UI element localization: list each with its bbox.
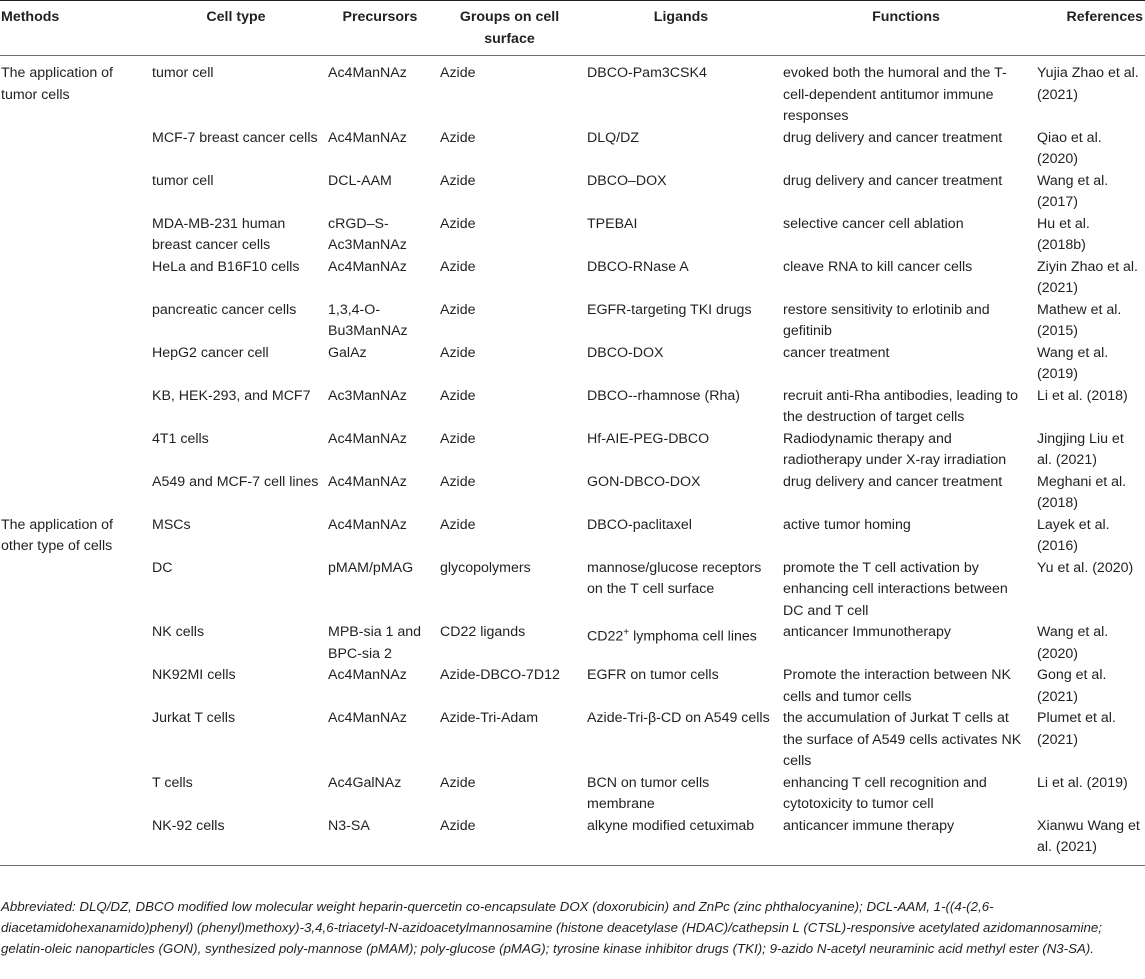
method-cell	[0, 472, 148, 515]
method-cell: The application of tumor cells	[1, 65, 113, 103]
function-cell: anticancer Immunotherapy	[783, 624, 951, 640]
ligand-cell: EGFR on tumor cells	[587, 667, 719, 683]
table-row	[0, 515, 1145, 558]
reference-cell: Li et al. (2019)	[1037, 774, 1128, 791]
ligand-cell	[583, 622, 779, 665]
ligand-cell: mannose/glucose receptors on the T cell surface	[587, 559, 762, 597]
method-cell	[0, 558, 148, 623]
precursor-cell: Ac4ManNAz	[328, 430, 407, 447]
group-cell: Azide	[440, 65, 476, 81]
group-cell: Azide	[440, 258, 476, 275]
precursor-cell: cRGD–S-Ac3ManNAz	[328, 215, 407, 253]
function-cell: drug delivery and cancer treatment	[783, 172, 1003, 189]
group-cell: Azide-Tri-Adam	[440, 710, 539, 726]
reference-cell: Wang et al. (2019)	[1037, 344, 1109, 382]
precursor-cell: Ac4ManNAz	[328, 667, 407, 683]
precursor-cell: pMAM/pMAG	[328, 559, 414, 576]
group-cell: Azide	[440, 344, 476, 361]
reference-cell: Xianwu Wang et al. (2021)	[1033, 816, 1145, 866]
group-cell: Azide	[436, 816, 583, 866]
table-row	[0, 665, 1145, 708]
header-methods: Methods	[0, 1, 148, 56]
reference-cell: Meghani et al. (2018)	[1037, 473, 1127, 511]
table-row	[0, 171, 1145, 214]
method-cell	[0, 300, 148, 343]
precursor-cell: Ac4ManNAz	[328, 710, 407, 726]
precursor-cell: Ac4ManNAz	[328, 65, 407, 81]
ligand-superscript: +	[623, 627, 630, 638]
ligand-cell: GON-DBCO-DOX	[587, 473, 701, 490]
table-row	[0, 214, 1145, 257]
header-precursors: Precursors	[324, 1, 436, 56]
precursor-cell: Ac4GalNAz	[328, 774, 402, 791]
function-cell: cleave RNA to kill cancer cells	[783, 258, 973, 275]
method-cell	[0, 386, 148, 429]
reference-cell: Li et al. (2018)	[1037, 387, 1128, 404]
method-cell	[0, 816, 148, 866]
function-cell: anticancer immune therapy	[779, 816, 1033, 866]
precursor-cell: Ac4ManNAz	[328, 516, 407, 533]
header-ligands: Ligands	[583, 1, 779, 56]
header-cell-type: Cell type	[148, 1, 324, 56]
cell-type-cell: MCF-7 breast cancer cells	[152, 129, 318, 146]
table-row	[0, 816, 1145, 866]
reference-cell: Jingjing Liu et al. (2021)	[1037, 430, 1124, 468]
header-groups: Groups on cell surface	[436, 1, 583, 56]
precursor-cell: Ac4ManNAz	[328, 473, 407, 490]
ligand-cell: Hf-AIE-PEG-DBCO	[587, 430, 710, 447]
ligand-cell: DBCO-Pam3CSK4	[587, 65, 707, 81]
group-cell: Azide	[440, 215, 476, 232]
table-row	[0, 300, 1145, 343]
method-cell	[0, 257, 148, 300]
precursor-cell: Ac3ManNAz	[328, 387, 407, 404]
table-row	[0, 558, 1145, 623]
cell-type-cell: MSCs	[152, 516, 191, 533]
function-cell: Radiodynamic therapy and radiotherapy under X-ray irradiation	[783, 430, 1007, 468]
function-cell: drug delivery and cancer treatment	[783, 473, 1003, 490]
reference-cell: Ziyin Zhao et al. (2021)	[1037, 258, 1138, 296]
function-cell: drug delivery and cancer treatment	[783, 129, 1003, 146]
cell-type-cell: HeLa and B16F10 cells	[152, 258, 300, 275]
precursor-cell: Ac4ManNAz	[328, 258, 407, 275]
ligand-cell: DBCO-paclitaxel	[587, 516, 692, 533]
precursor-cell: N3-SA	[324, 816, 436, 866]
function-cell: the accumulation of Jurkat T cells at the surface of A549 cells activates NK cells	[783, 710, 1022, 769]
reference-cell: Yu et al. (2020)	[1037, 559, 1134, 576]
ligand-cell: BCN on tumor cells membrane	[587, 774, 710, 812]
function-cell: Promote the interaction between NK cells and tumor cells	[783, 667, 1011, 705]
function-cell: cancer treatment	[783, 344, 890, 361]
table-body	[0, 56, 1145, 866]
reference-cell: Yujia Zhao et al. (2021)	[1037, 65, 1139, 103]
ligand-prefix: CD22	[587, 628, 624, 645]
function-cell: promote the T cell activation by enhancing cell interactions between DC and T cell	[783, 559, 1008, 619]
ligand-cell: Azide-Tri-β-CD on A549 cells	[587, 710, 770, 726]
ligand-cell: DBCO-RNase A	[587, 258, 689, 275]
table-row	[0, 386, 1145, 429]
method-cell	[0, 773, 148, 816]
reference-cell: Hu et al. (2018b)	[1037, 215, 1090, 253]
method-cell	[0, 708, 148, 773]
function-cell: enhancing T cell recognition and cytotoxicity to tumor cell	[783, 774, 987, 812]
function-cell: active tumor homing	[783, 516, 911, 533]
table-row	[0, 472, 1145, 515]
method-cell	[0, 171, 148, 214]
ligand-cell: DBCO–DOX	[587, 172, 667, 189]
group-cell: Azide	[440, 129, 476, 146]
precursor-cell: Ac4ManNAz	[328, 129, 407, 146]
group-cell: Azide	[440, 387, 476, 404]
header-references: References	[1033, 1, 1145, 56]
reference-cell: Wang et al. (2020)	[1037, 624, 1109, 662]
table-row	[0, 257, 1145, 300]
ligand-cell: DBCO--rhamnose (Rha)	[587, 387, 740, 404]
precursor-cell: GalAz	[328, 344, 367, 361]
header-functions: Functions	[779, 1, 1033, 56]
cell-type-cell: HepG2 cancer cell	[152, 344, 269, 361]
cell-type-cell: 4T1 cells	[152, 430, 209, 447]
table-row	[0, 622, 1145, 665]
ligand-cell: alkyne modified cetuximab	[583, 816, 779, 866]
method-cell	[0, 214, 148, 257]
cell-type-cell: NK-92 cells	[148, 816, 324, 866]
method-cell	[0, 665, 148, 708]
precursor-cell: 1,3,4-O-Bu3ManNAz	[328, 301, 408, 339]
footnote: Abbreviated: DLQ/DZ, DBCO modified low molecular weight heparin-quercetin co-encapsulate DOX (doxorubicin) and ZnPc (zinc phthalocyanine); DCL-AAM, 1-((4-(2,6-diacetamidohexanamido)phenyl) (phenyl)methoxy)-3,4,6-triacetyl-N-azidoacetylmannosamine (histone deacetylase (HDAC)/cathepsin L (CTSL)-responsive acetylated azidomannosamine; gelatin-oleic nanoparticles (GON), synthesized poly-mannose (pMAM); poly-glucose (pMAG); tyrosine kinase inhibitor drugs (TKI); 9-azido N-acetyl neuraminic acid methyl ester (N3-SA).	[1, 899, 1102, 956]
method-cell	[0, 429, 148, 472]
reference-cell: Layek et al. (2016)	[1037, 516, 1110, 554]
ligand-cell: DBCO-DOX	[587, 344, 664, 361]
group-cell: CD22 ligands	[440, 624, 526, 640]
function-cell: restore sensitivity to erlotinib and gefitinib	[783, 301, 990, 339]
precursor-cell: DCL-AAM	[328, 172, 392, 189]
reference-cell: Qiao et al. (2020)	[1037, 129, 1102, 167]
function-cell: evoked both the humoral and the T-cell-dependent antitumor immune responses	[783, 65, 1007, 124]
cell-type-cell: T cells	[152, 774, 193, 791]
group-cell: Azide	[440, 301, 476, 318]
group-cell: glycopolymers	[440, 559, 531, 576]
table-row	[0, 343, 1145, 386]
group-cell: Azide-DBCO-7D12	[440, 667, 560, 683]
cell-type-cell: NK92MI cells	[152, 667, 236, 683]
table-row	[0, 429, 1145, 472]
group-cell: Azide	[440, 473, 476, 490]
precursor-cell: MPB-sia 1 and BPC-sia 2	[328, 624, 422, 662]
table-row	[0, 128, 1145, 171]
ligand-suffix: lymphoma cell lines	[629, 628, 757, 645]
group-cell: Azide	[440, 516, 476, 533]
ligand-cell: TPEBAI	[587, 215, 638, 232]
ligand-cell: EGFR-targeting TKI drugs	[587, 301, 752, 318]
group-cell: Azide	[440, 430, 476, 447]
table-row	[0, 56, 1145, 128]
cell-type-cell: tumor cell	[152, 65, 214, 81]
method-cell	[0, 128, 148, 171]
cell-type-cell: tumor cell	[152, 172, 214, 189]
cell-type-cell: Jurkat T cells	[152, 710, 236, 726]
group-cell: Azide	[440, 774, 476, 791]
reference-cell: Mathew et al. (2015)	[1037, 301, 1122, 339]
cell-type-cell: NK cells	[152, 624, 205, 640]
table-row	[0, 708, 1145, 773]
cell-type-cell: DC	[152, 559, 173, 576]
method-cell: The application of other type of cells	[1, 516, 113, 554]
reference-cell: Wang et al. (2017)	[1037, 172, 1109, 210]
function-cell: recruit anti-Rha antibodies, leading to the destruction of target cells	[783, 387, 1019, 425]
reference-cell: Gong et al. (2021)	[1037, 667, 1107, 705]
cell-type-cell: pancreatic cancer cells	[152, 301, 297, 318]
ligand-cell: DLQ/DZ	[587, 129, 640, 146]
reference-cell: Plumet et al. (2021)	[1037, 710, 1116, 748]
table-row	[0, 773, 1145, 816]
cell-type-cell: MDA-MB-231 human breast cancer cells	[152, 215, 286, 253]
method-cell	[0, 622, 148, 665]
header-row	[0, 1, 1145, 56]
function-cell: selective cancer cell ablation	[783, 215, 964, 232]
cell-type-cell: KB, HEK-293, and MCF7	[152, 387, 311, 404]
group-cell: Azide	[440, 172, 476, 189]
method-cell	[0, 343, 148, 386]
cell-type-cell: A549 and MCF-7 cell lines	[152, 473, 319, 490]
